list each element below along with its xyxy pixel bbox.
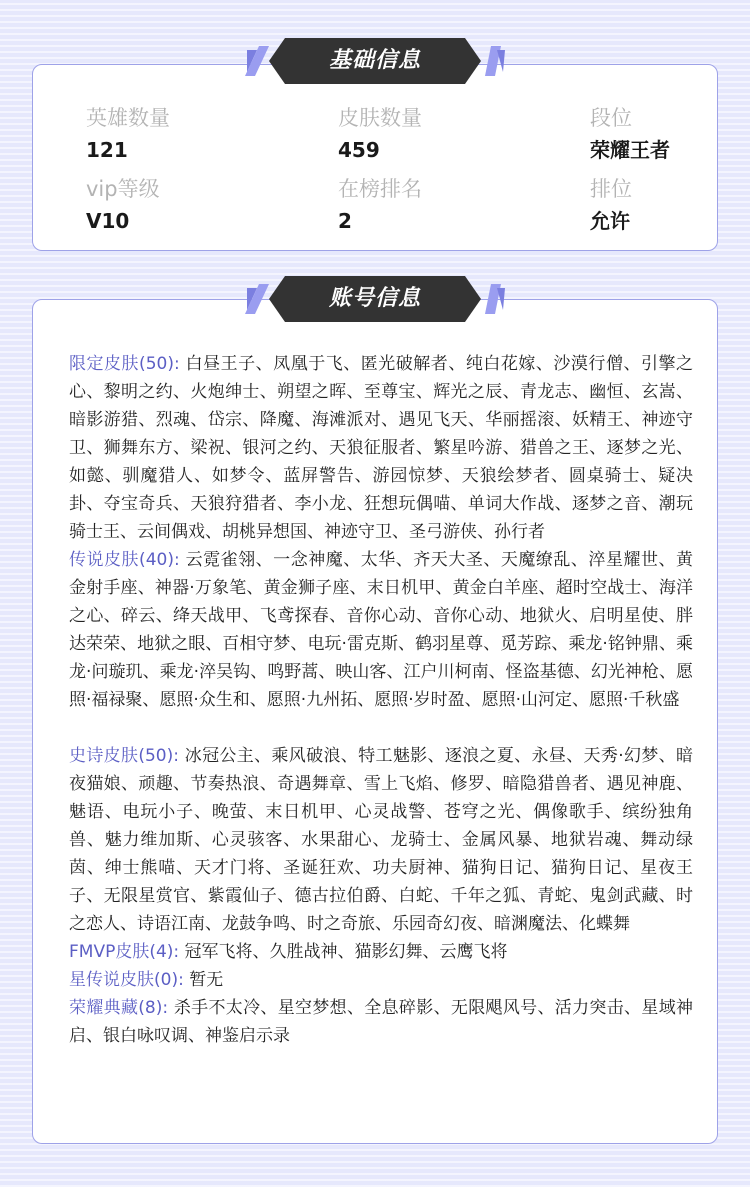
stat-label: 排位 <box>590 177 632 201</box>
basic-info-card <box>32 64 718 251</box>
banner-title: 基础信息 <box>328 48 421 73</box>
banner-title: 账号信息 <box>328 286 421 311</box>
account-info-card <box>32 299 718 1144</box>
stat-label: 段位 <box>590 106 632 130</box>
category-items: 云霓雀翎、一念神魔、太华、齐天大圣、天魔缭乱、淬星耀世、黄金射手座、神器·万象笔、黄金狮子座、末日机甲、黄金白羊座、超时空战士、海洋之心、碎云、绛天战甲、飞鸢探春、音你心动、音你心动、地狱火、启明星使、胖达荣荣、地狱之眼、百相守梦、电玩·雷克斯、鹤羽星尊、觅芳踪、乘龙·铭钟鼎、乘龙·问璇玑、乘龙·淬吴钩、鸣野蒿、映山客、江户川柯南、怪盗基德、幻光神枪、愿照·福禄聚、愿照·众生和、愿照·九州拓、愿照·岁时盈、愿照·山河定、愿照·千秋盛 <box>69 550 694 710</box>
skin-category-epic <box>69 742 693 938</box>
section-banner-basic <box>245 38 505 84</box>
stat-value: 459 <box>338 138 380 162</box>
stat-skin-count <box>338 105 422 163</box>
category-items: 杀手不太冷、星空梦想、全息碎影、无限飓风号、活力突击、星域神启、银白咏叹调、神鉴启示录 <box>69 998 694 1046</box>
skin-list <box>69 350 693 1050</box>
category-items: 冠军飞将、久胜战神、猫影幻舞、云鹰飞将 <box>184 942 508 962</box>
spacer <box>69 714 693 742</box>
category-items: 冰冠公主、乘风破浪、特工魅影、逐浪之夏、永昼、天秀·幻梦、暗夜猫娘、顽趣、节奏热浪、奇遇舞章、雪上飞焰、修罗、暗隐猎兽者、遇见神鹿、魅语、电玩小子、晚萤、末日机甲、心灵战警、苍穹之光、偶像歌手、缤纷独角兽、魅力维加斯、心灵骇客、水果甜心、龙骑士、金属风暴、地狱岩魂、舞动绿茵、绅士熊喵、天才门将、圣诞狂欢、功夫厨神、猫狗日记、猫狗日记、星夜王子、无限星赏官、紫霞仙子、德古拉伯爵、白蛇、千年之狐、青蛇、鬼剑武藏、时之恋人、诗语江南、龙鼓争鸣、时之奇旅、乐园奇幻夜、暗渊魔法、化蝶舞 <box>69 746 693 934</box>
stat-vip-level <box>86 176 160 234</box>
stat-value: V10 <box>86 209 130 233</box>
section-banner-account <box>245 276 505 322</box>
category-name: 荣耀典藏(8): <box>69 998 169 1018</box>
stat-value: 荣耀王者 <box>590 138 670 162</box>
stat-label: 皮肤数量 <box>338 106 422 130</box>
stat-label: 在榜排名 <box>338 177 422 201</box>
category-items: 白昼王子、凤凰于飞、匿光破解者、纯白花嫁、沙漠行僧、引擎之心、黎明之约、火炮绅士、朔望之晖、至尊宝、辉光之辰、青龙志、幽恒、玄嵩、暗影游猎、烈魂、岱宗、降魔、海滩派对、遇见飞天、华丽摇滚、妖精王、神迹守卫、狮舞东方、梁祝、银河之约、天狼征服者、繁星吟游、猎兽之王、逐梦之光、如懿、驯魔猎人、如梦令、蓝屏警告、游园惊梦、天狼绘梦者、圆桌骑士、疑决卦、夺宝奇兵、天狼狩猎者、李小龙、狂想玩偶喵、单词大作战、逐梦之音、潮玩骑士王、云间偶戏、胡桃异想国、神迹守卫、圣弓游侠、孙行者 <box>69 354 694 542</box>
category-name: FMVP皮肤(4): <box>69 942 180 962</box>
stat-ranked-allowed <box>590 176 632 234</box>
stat-leaderboard-rank <box>338 176 422 234</box>
stat-label: 英雄数量 <box>86 106 170 130</box>
skin-category-legend <box>69 546 693 714</box>
category-name: 星传说皮肤(0): <box>69 970 184 990</box>
category-name: 史诗皮肤(50): <box>69 746 179 766</box>
stat-value: 121 <box>86 138 128 162</box>
skin-category-limited <box>69 350 693 546</box>
category-name: 限定皮肤(50): <box>69 354 180 374</box>
stat-label: vip等级 <box>86 177 160 201</box>
stat-value: 2 <box>338 209 352 233</box>
stat-rank-tier <box>590 105 670 163</box>
skin-category-glory-collection <box>69 994 693 1050</box>
category-items: 暂无 <box>189 970 224 990</box>
skin-category-star-legend <box>69 966 693 994</box>
stat-value: 允许 <box>590 209 630 233</box>
category-name: 传说皮肤(40): <box>69 550 180 570</box>
stat-hero-count <box>86 105 170 163</box>
skin-category-fmvp <box>69 938 693 966</box>
